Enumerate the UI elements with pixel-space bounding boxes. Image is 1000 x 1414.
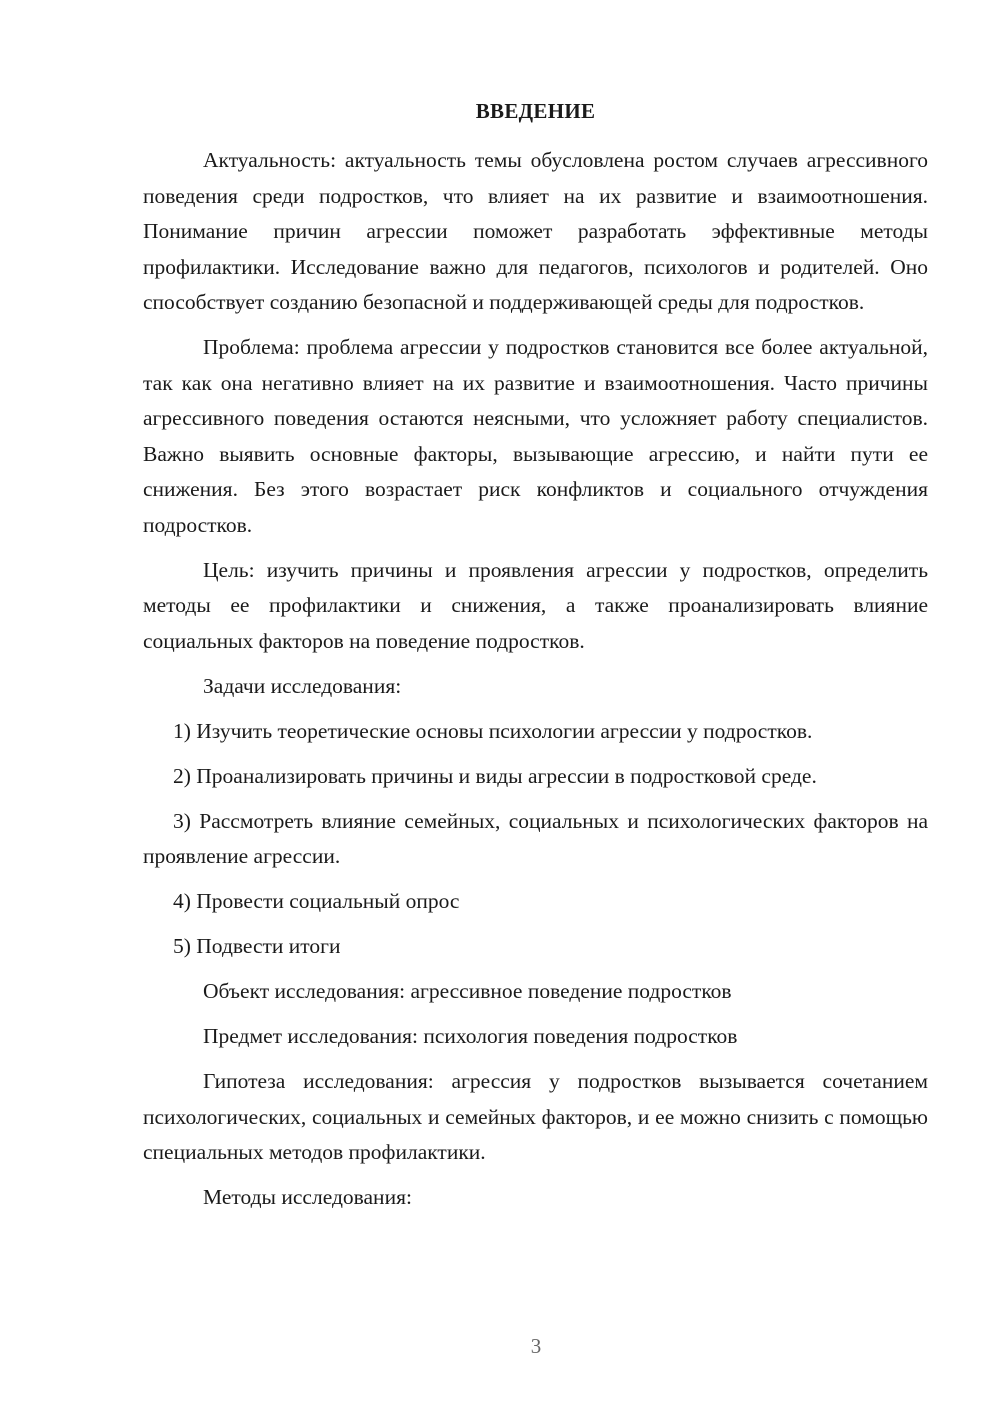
document-heading: ВВЕДЕНИЕ	[475, 99, 596, 123]
document-body	[143, 143, 928, 1225]
task-item-1: 1) Изучить теоретические основы психологии агрессии у подростков.	[173, 718, 813, 743]
methods-title: Методы исследования:	[203, 1185, 412, 1209]
problem-paragraph: Проблема: проблема агрессии у подростков становится все более актуальной, так как она негативно влияет на их развитие и взаимоотношения. Часто причины агрессивного поведения остаются неясными, что усложняет работу специалистов. Важно выявить основные факторы, вызывающие агрессию, и найти пути ее снижения. Без этого возрастает риск конфликтов и социального отчуждения подростков.	[143, 335, 928, 537]
task-item-5: 5) Подвести итоги	[173, 934, 341, 958]
goal-paragraph: Цель: изучить причины и проявления агрессии у подростков, определить методы ее профилактики и снижения, а также проанализировать влияние социальных факторов на поведение подростков.	[143, 557, 928, 653]
research-subject: Предмет исследования: психология поведения подростков	[203, 1024, 738, 1048]
tasks-title: Задачи исследования:	[203, 673, 402, 698]
task-item-2: 2) Проанализировать причины и виды агрессии в подростковой среде.	[173, 763, 817, 788]
research-hypothesis: Гипотеза исследования: агрессия у подростков вызывается сочетанием психологических, социальных и семейных факторов, и ее можно снизить с помощью специальных методов профилактики.	[143, 1069, 928, 1164]
task-item-3: 3) Рассмотреть влияние семейных, социальных и психологических факторов на проявление агрессии.	[143, 808, 928, 868]
task-item-4: 4) Провести социальный опрос	[173, 889, 460, 913]
page-number: 3	[530, 1334, 542, 1358]
relevance-paragraph: Актуальность: актуальность темы обусловлена ростом случаев агрессивного поведения среди подростков, что влияет на их развитие и взаимоотношения. Понимание причин агрессии поможет разработать эффективные методы профилактики. Исследование важно для педагогов, психологов и родителей. Оно способствует созданию безопасной и поддерживающей среды для подростков.	[143, 148, 928, 314]
research-object: Объект исследования: агрессивное поведение подростков	[203, 979, 732, 1003]
